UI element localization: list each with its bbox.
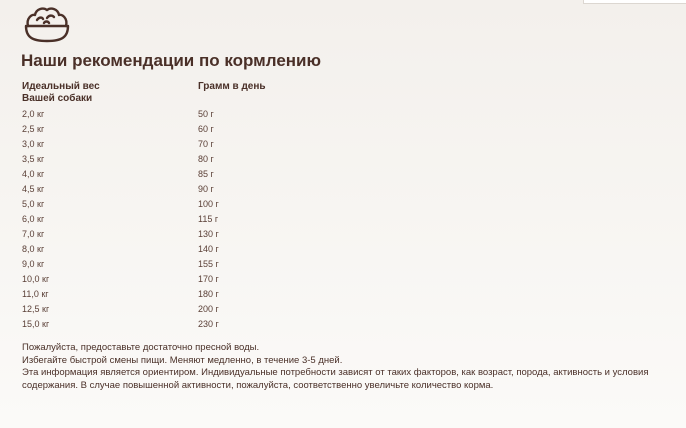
grams-cell: 200 г <box>198 304 219 314</box>
note-water: Пожалуйста, предоставьте достаточно пресной воды. <box>22 342 260 353</box>
weight-cell: 3,5 кг <box>22 154 45 164</box>
grams-cell: 100 г <box>198 199 219 209</box>
grams-cell: 170 г <box>198 274 219 284</box>
weight-cell: 2,5 кг <box>22 124 45 134</box>
grams-cell: 85 г <box>198 169 214 179</box>
weight-cell: 5,0 кг <box>22 199 45 209</box>
food-bowl-icon <box>23 4 71 44</box>
grams-cell: 230 г <box>198 319 219 329</box>
grams-cell: 80 г <box>198 154 214 164</box>
page-title: Наши рекомендации по кормлению <box>21 51 322 70</box>
weight-cell: 8,0 кг <box>22 244 45 254</box>
weight-cell: 12,5 кг <box>22 304 50 314</box>
note-guideline: Эта информация является ориентиром. Индивидуальные потребности зависят от таких факторов, как возраст, порода, активность и условия содержания. В случае повышенной активности, пожалуйста, соответственно увеличьте количество корма. <box>22 367 649 391</box>
weight-cell: 4,5 кг <box>22 184 45 194</box>
grams-cell: 130 г <box>198 229 219 239</box>
header-weight-line2: Вашей собаки <box>22 93 93 104</box>
grams-cell: 155 г <box>198 259 219 269</box>
weight-cell: 15,0 кг <box>22 319 50 329</box>
top-dropdown-edge <box>583 0 686 4</box>
header-weight-line1: Идеальный вес <box>22 81 100 92</box>
grams-cell: 180 г <box>198 289 219 299</box>
weight-cell: 6,0 кг <box>22 214 45 224</box>
header-grams: Грамм в день <box>198 81 266 92</box>
weight-cell: 7,0 кг <box>22 229 45 239</box>
weight-cell: 2,0 кг <box>22 109 45 119</box>
weight-cell: 3,0 кг <box>22 139 45 149</box>
grams-cell: 50 г <box>198 109 214 119</box>
weight-cell: 10,0 кг <box>22 274 50 284</box>
header-weight <box>22 81 172 105</box>
notes <box>22 342 677 392</box>
grams-cell: 90 г <box>198 184 214 194</box>
weight-cell: 4,0 кг <box>22 169 45 179</box>
grams-cell: 115 г <box>198 214 219 224</box>
grams-cell: 60 г <box>198 124 214 134</box>
grams-cell: 70 г <box>198 139 214 149</box>
note-food-change: Избегайте быстрой смены пищи. Меняют медленно, в течение 3-5 дней. <box>22 354 343 366</box>
weight-cell: 11,0 кг <box>22 289 49 299</box>
grams-cell: 140 г <box>198 244 219 254</box>
weight-cell: 9,0 кг <box>22 259 45 269</box>
